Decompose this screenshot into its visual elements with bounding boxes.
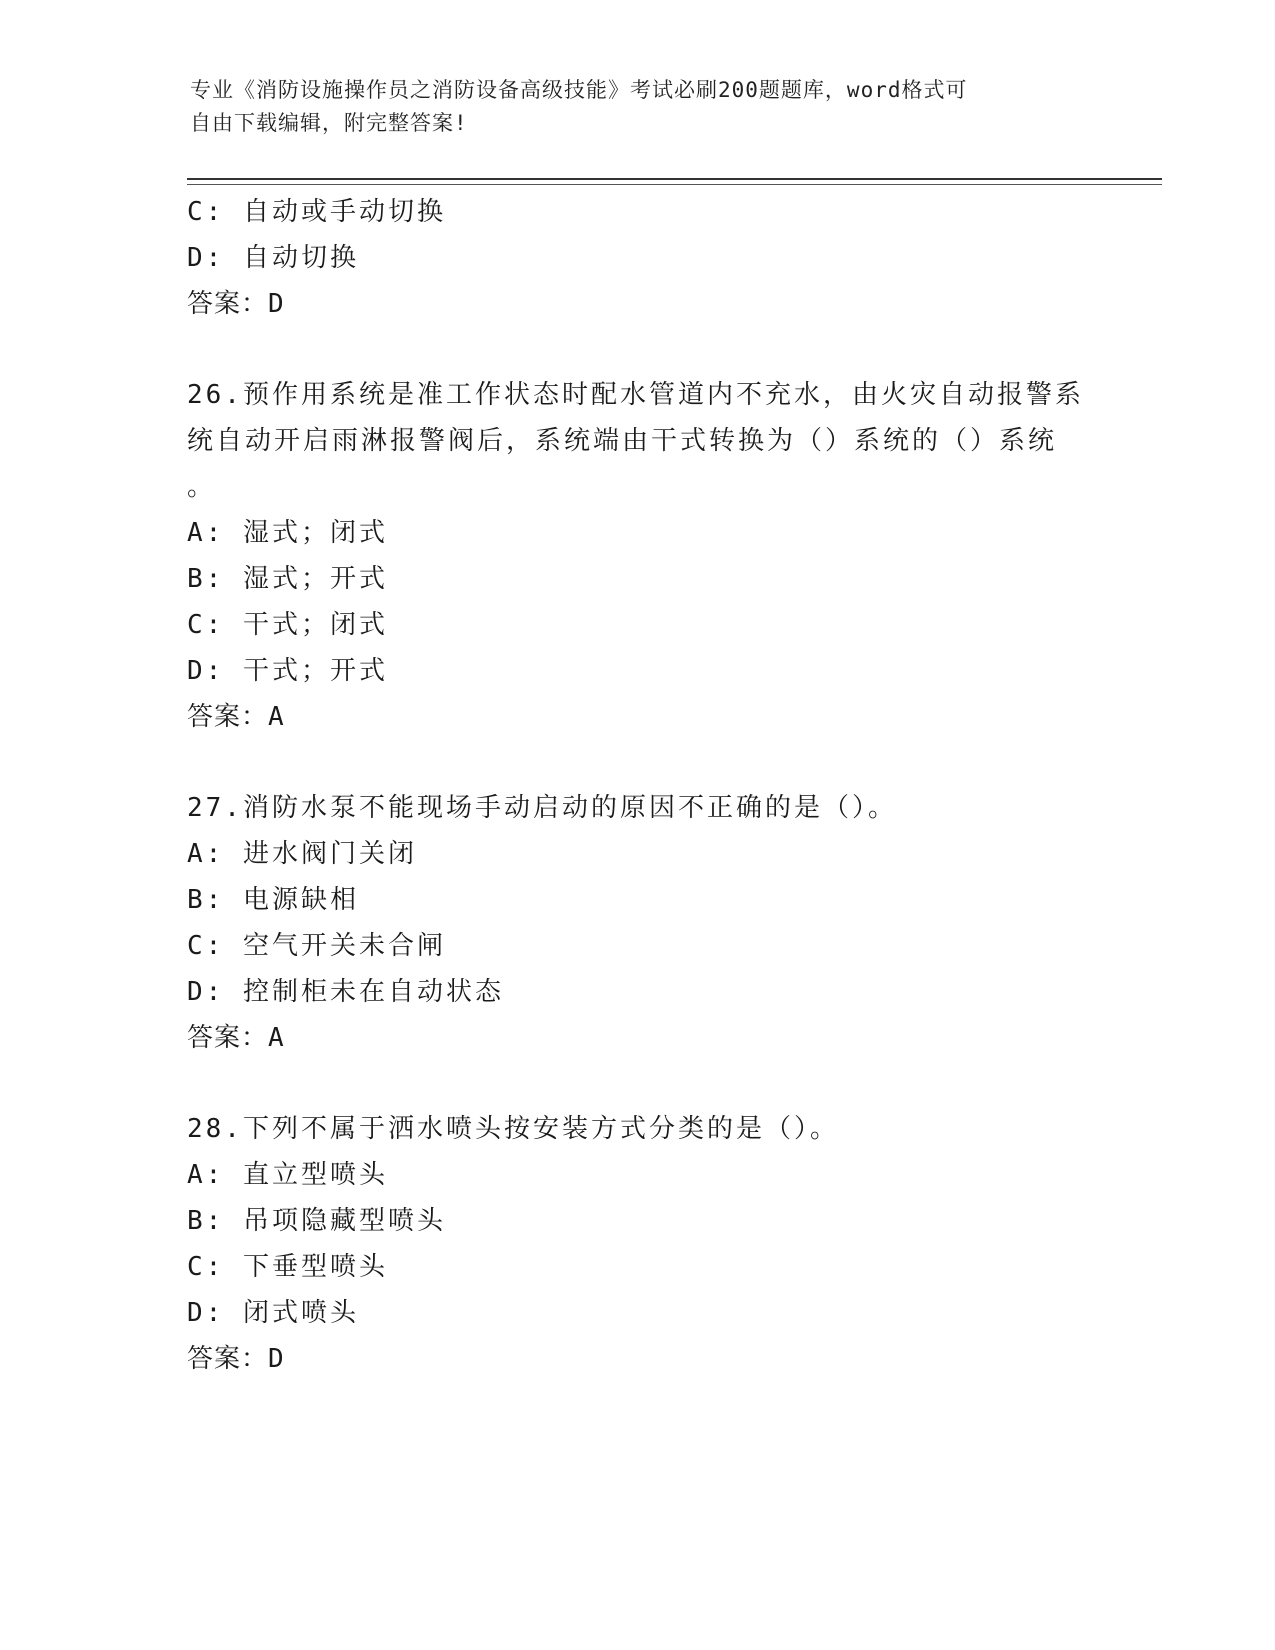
option-c: C: 自动或手动切换 (187, 197, 446, 227)
question-block-partial (187, 189, 1087, 327)
option-a: A: 直立型喷头 (187, 1160, 388, 1190)
question-gap (187, 327, 1087, 372)
answer-line: 答案：A (187, 702, 285, 732)
header-line-1: 专业《消防设施操作员之消防设备高级技能》考试必刷200题题库，word格式可 (190, 78, 968, 102)
question-gap (187, 740, 1087, 785)
answer-line: 答案：D (187, 289, 285, 319)
header-divider-thick (187, 178, 1162, 180)
question-stem-line: 统自动开启雨淋报警阀后，系统端由干式转换为（）系统的（）系统 (187, 426, 1058, 456)
header-divider-thin (187, 184, 1162, 185)
header-line-2: 自由下载编辑，附完整答案! (190, 111, 468, 135)
question-stem-line: 。 (187, 472, 217, 502)
question-block-27 (187, 785, 1087, 1061)
option-d: D: 干式；开式 (187, 656, 388, 686)
option-a: A: 进水阀门关闭 (187, 839, 417, 869)
option-c: C: 干式；闭式 (187, 610, 388, 640)
question-block-28 (187, 1106, 1087, 1382)
question-stem-line: 28.下列不属于洒水喷头按安装方式分类的是（）。 (187, 1114, 839, 1144)
option-b: B: 吊项隐藏型喷头 (187, 1206, 446, 1236)
option-c: C: 空气开关未合闸 (187, 931, 446, 961)
option-b: B: 湿式；开式 (187, 564, 388, 594)
question-stem-line: 27.消防水泵不能现场手动启动的原因不正确的是（）。 (187, 793, 897, 823)
option-d: D: 控制柜未在自动状态 (187, 977, 504, 1007)
answer-line: 答案：D (187, 1344, 285, 1374)
option-d: D: 自动切换 (187, 243, 359, 273)
option-b: B: 电源缺相 (187, 885, 359, 915)
option-a: A: 湿式；闭式 (187, 518, 388, 548)
question-gap (187, 1061, 1087, 1106)
question-stem-line: 26.预作用系统是准工作状态时配水管道内不充水，由火灾自动报警系 (187, 380, 1084, 410)
answer-line: 答案：A (187, 1023, 285, 1053)
option-d: D: 闭式喷头 (187, 1298, 359, 1328)
page-header (190, 74, 1090, 140)
question-block-26 (187, 372, 1087, 740)
option-c: C: 下垂型喷头 (187, 1252, 388, 1282)
document-body (187, 189, 1087, 1382)
